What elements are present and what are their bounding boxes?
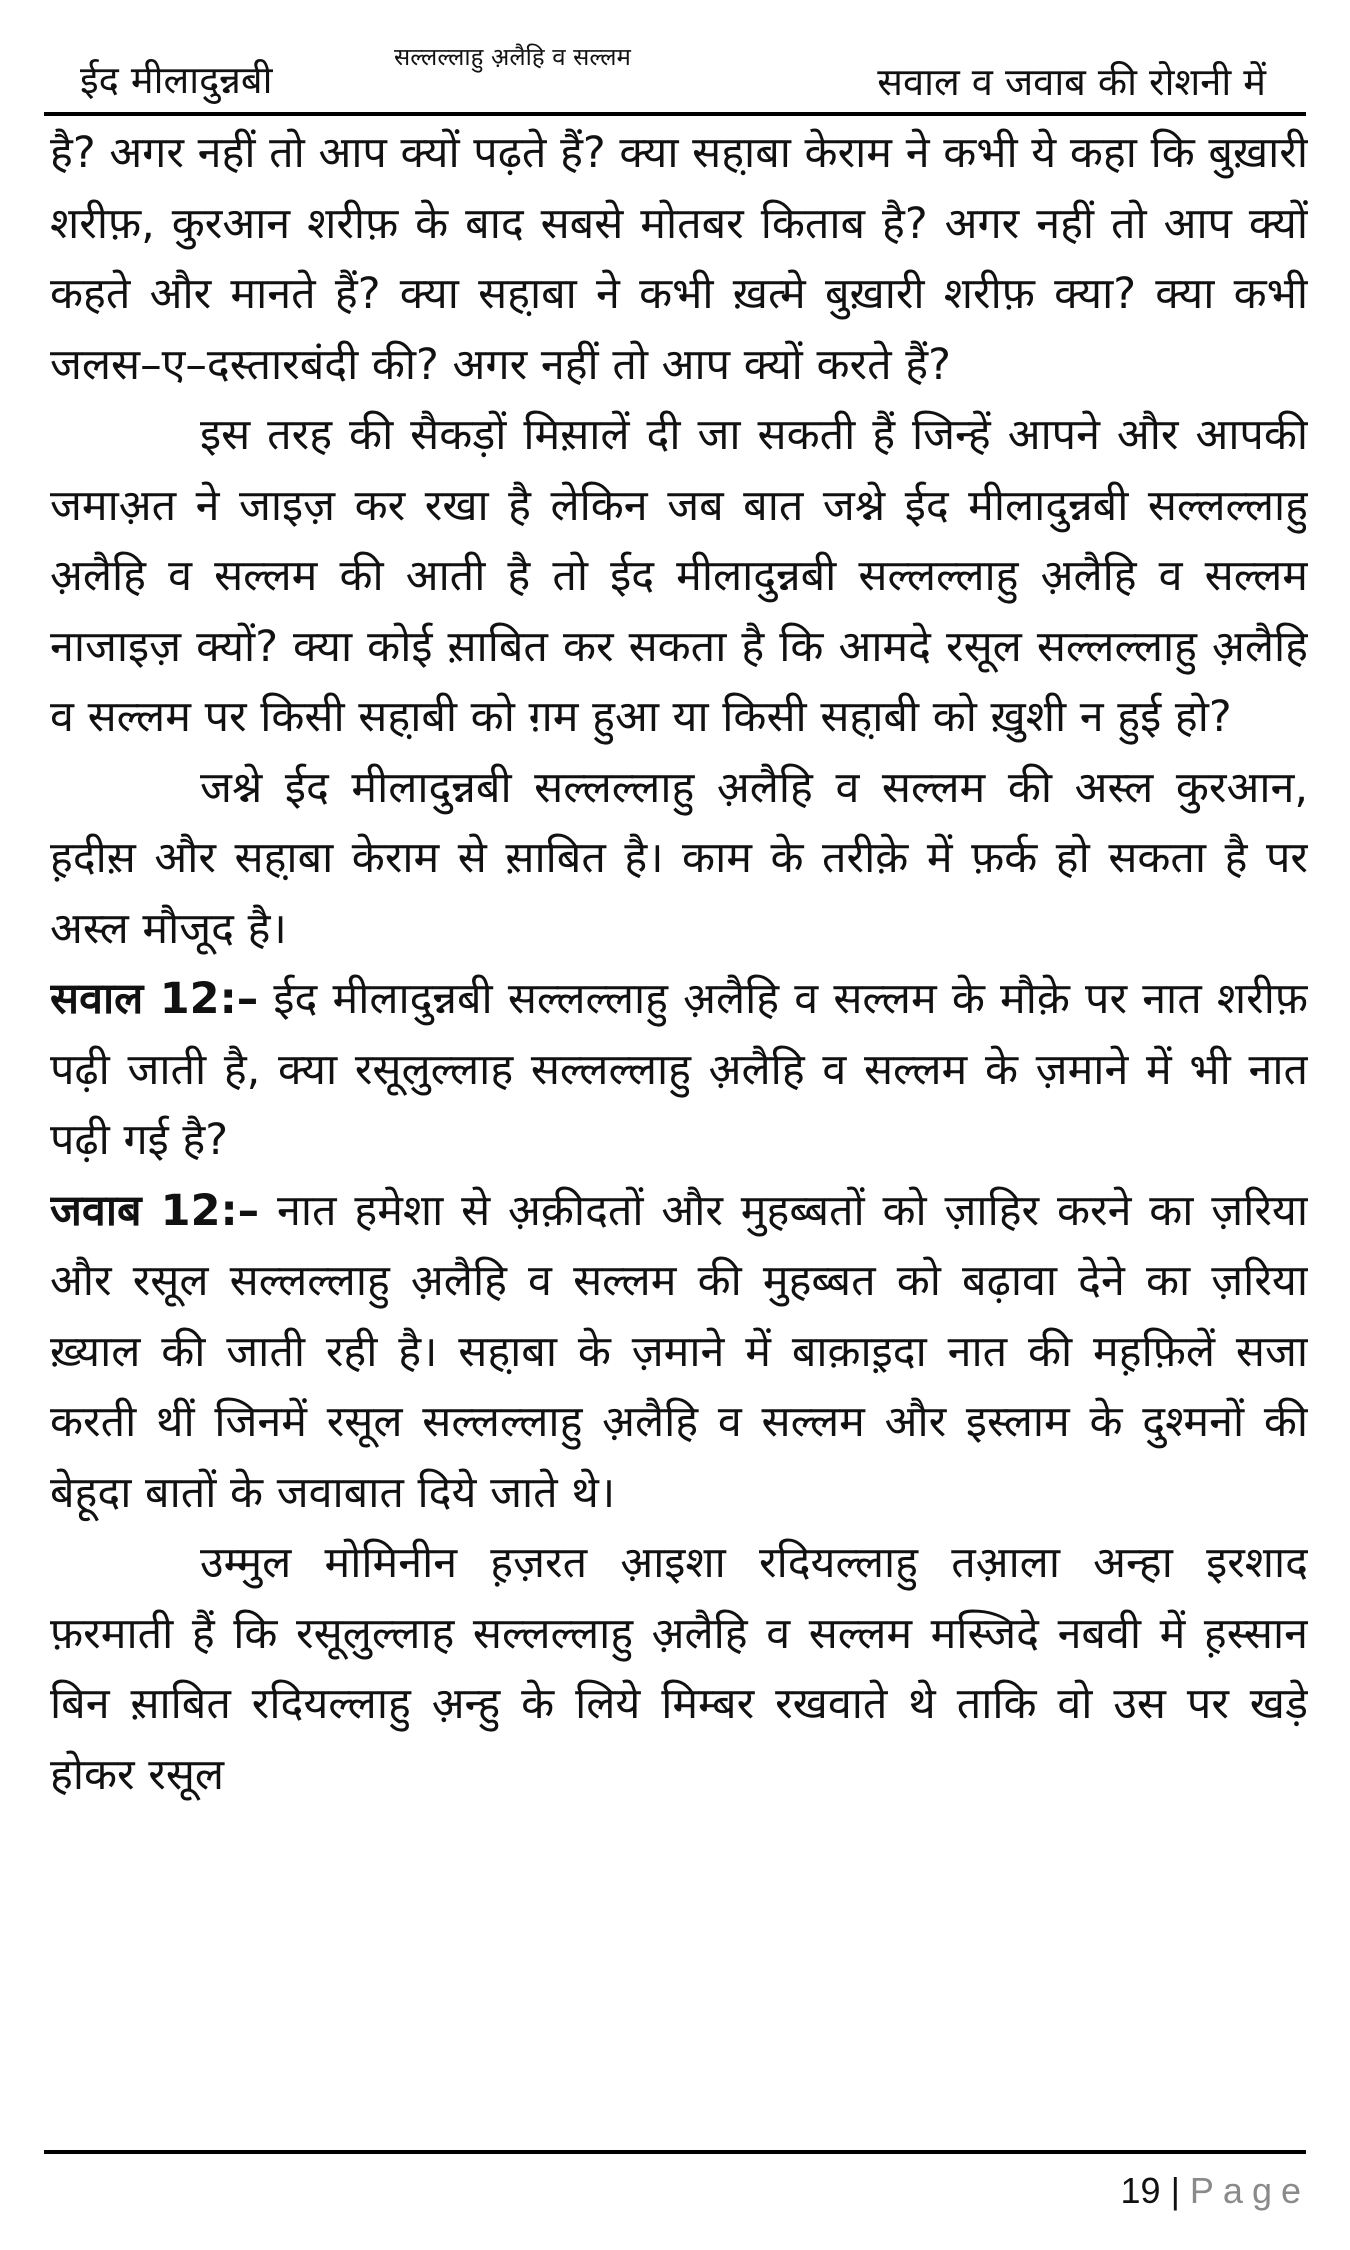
header-title-right: सवाल व जवाब की रोशनी में: [877, 60, 1266, 104]
paragraph-6-text: उम्मुल मोमिनीन ह़ज़रत आ़इशा रदियल्लाहु तआ़ला अन्हा इरशाद फ़रमाती हैं कि रसूलुल्लाह सल्लल्लाहु अ़लैहि व सल्लम मस्जिदे नबवी में ह़स्सान बिन स़ाबित रदियल्लाहु अ़न्हु के लिये मिम्बर रखवाते थे ताकि वो उस पर खड़े होकर रसूल: [50, 1538, 1308, 1800]
paragraph-1: [50, 118, 1308, 400]
answer-12-label: जवाब 12:–: [50, 1185, 260, 1236]
paragraph-3-text: जश्ने ईद मीलादुन्नबी सल्लल्लाहु अ़लैहि व सल्लम की अस्ल कुरआन, ह़दीस़ और सहा़बा केराम से स़ाबित है। काम के तरीक़े में फ़र्क हो सकता है पर अस्ल मौजूद है।: [50, 762, 1308, 954]
header-title-left: ईद मीलादुन्नबी: [80, 58, 273, 102]
footer-separator: |: [1170, 2170, 1180, 2211]
question-12-text: ईद मीलादुन्नबी सल्लल्लाहु अ़लैहि व सल्लम के मौक़े पर नात शरीफ़ पढ़ी जाती है, क्या रसूलुल्लाह सल्लल्लाहु अ़लैहि व सल्लम के ज़माने में भी नात पढ़ी गई है?: [50, 974, 1308, 1165]
header-salutation: सल्लल्लाहु अ़लैहि व सल्लम: [394, 43, 631, 71]
paragraph-3: [50, 753, 1308, 965]
paragraph-6: [50, 1528, 1308, 1810]
page-label: Page: [1189, 2170, 1310, 2211]
question-12-label: सवाल 12:–: [50, 974, 259, 1024]
running-header: [44, 18, 1306, 114]
page-body: [50, 118, 1308, 2118]
page-footer: [1121, 2166, 1310, 2216]
paragraph-1-text: है? अगर नहीं तो आप क्यों पढ़ते हैं? क्या सहा़बा केराम ने कभी ये कहा कि बुख़ारी शरीफ़, कुरआन शरीफ़ के बाद सबसे मोतबर किताब है? अगर नहीं तो आप क्यों कहते और मानते हैं? क्या सहा़बा ने कभी ख़त्मे बुख़ारी शरीफ़ क्या? क्या कभी जलस–ए–दस्तारबंदी की? अगर नहीं तो आप क्यों करते हैं?: [50, 128, 1308, 390]
paragraph-2: [50, 400, 1308, 753]
answer-12: [50, 1176, 1308, 1529]
header-divider: [44, 112, 1306, 116]
page-number: 19: [1120, 2170, 1161, 2211]
paragraph-2-text: इस तरह की सैकड़ों मिस़ालें दी जा सकती हैं जिन्हें आपने और आपकी जमाअ़त ने जाइज़ कर रखा है लेकिन जब बात जश्ने ईद मीलादुन्नबी सल्लल्लाहु अ़लैहि व सल्लम की आती है तो ईद मीलादुन्नबी सल्लल्लाहु अ़लैहि व सल्लम नाजाइज़ क्यों? क्या कोई स़ाबित कर सकता है कि आमदे रसूल सल्लल्लाहु अ़लैहि व सल्लम पर किसी सहा़बी को ग़म हुआ या किसी सहा़बी को ख़ुशी न हुई हो?: [50, 410, 1308, 742]
question-12: [50, 964, 1308, 1176]
footer-divider: [44, 2150, 1306, 2154]
answer-12-text: नात हमेशा से अ़क़ीदतों और मुहब्बतों को ज़ाहिर करने का ज़रिया और रसूल सल्लल्लाहु अ़लैहि व सल्लम की मुहब्बत को बढ़ावा देने का ज़रिया ख़्याल की जाती रही है। सहा़बा के ज़माने में बाक़ाइ़दा नात की मह़फ़िलें सजा करती थीं जिनमें रसूल सल्लल्लाहु अ़लैहि व सल्लम और इस्लाम के दुश्मनों की बेहूदा बातों के जवाबात दिये जाते थे।: [50, 1185, 1308, 1518]
